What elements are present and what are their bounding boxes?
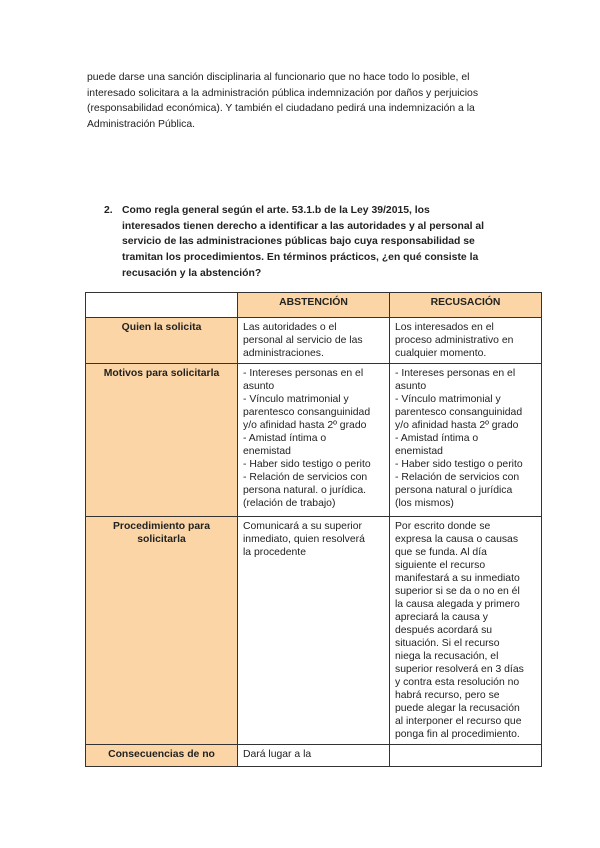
question-number: 2. <box>104 205 113 216</box>
row-label: Procedimiento para solicitarla <box>86 517 238 745</box>
intro-line: Administración Pública. <box>87 119 195 131</box>
table-row <box>86 745 542 767</box>
question-line: tramitan los procedimientos. En términos prácticos, ¿en qué consiste la <box>122 252 479 264</box>
intro-line: puede darse una sanción disciplinaria al funcionario que no hace todo lo posible, el <box>87 72 470 83</box>
intro-line: (responsabilidad económica). Y también el ciudadano pedirá una indemnización a la <box>87 103 475 115</box>
table-row <box>86 517 542 745</box>
table-row <box>86 364 542 517</box>
cell-abstencion: Las autoridades o el personal al servicio de las administraciones. <box>238 318 390 364</box>
table-header-row <box>86 293 542 318</box>
intro-paragraph <box>87 70 527 133</box>
cell-abstencion: - Intereses personas en el asunto - Vínculo matrimonial y parentesco consanguinidad y/o afinidad hasta 2º grado - Amistad íntima o enemistad - Haber sido testigo o perito - Relación de servicios con persona natural. o jurídica. (relación de trabajo) <box>238 364 390 517</box>
cell-recusacion <box>390 745 542 767</box>
row-label: Motivos para solicitarla <box>86 364 238 517</box>
cell-recusacion: - Intereses personas en el asunto - Vínculo matrimonial y parentesco consanguinidad y/o afinidad hasta 2º grado - Amistad íntima o enemistad - Haber sido testigo o perito - Relación de servicios con persona natural o jurídica (los mismos) <box>390 364 542 517</box>
question-line: Como regla general según el arte. 53.1.b de la Ley 39/2015, los <box>122 205 430 216</box>
cell-recusacion: Los interesados en el proceso administrativo en cualquier momento. <box>390 318 542 364</box>
question-line: interesados tienen derecho a identificar a las autoridades y al personal al <box>122 220 485 232</box>
intro-line: interesado solicitara a la administración pública indemnización por daños y perjuicios <box>87 87 479 99</box>
row-label: Consecuencias de no <box>86 745 238 767</box>
comparison-table <box>85 292 542 767</box>
question-line: servicio de las administraciones públicas bajo cuya responsabilidad se <box>122 236 475 248</box>
row-label: Quien la solicita <box>86 318 238 364</box>
header-recusacion: RECUSACIÓN <box>390 293 542 318</box>
question-text <box>122 203 524 282</box>
header-abstencion: ABSTENCIÓN <box>238 293 390 318</box>
question-2 <box>104 203 524 282</box>
table-corner <box>86 293 238 318</box>
cell-abstencion: Comunicará a su superior inmediato, quien resolverá la procedente <box>238 517 390 745</box>
question-line: recusación y la abstención? <box>122 267 262 279</box>
cell-recusacion: Por escrito donde se expresa la causa o causas que se funda. Al día siguiente el recurso manifestará a su inmediato superior si se da o no en él la causa alegada y primero apreciará la causa y después acordará su situación. Si el recurso niega la recusación, el superior resolverá en 3 días y contra esta resolución no habrá recurso, pero se puede alegar la recusación al interponer el recurso que ponga fin al procedimiento. <box>390 517 542 745</box>
table-row <box>86 318 542 364</box>
cell-abstencion: Dará lugar a la <box>238 745 390 767</box>
